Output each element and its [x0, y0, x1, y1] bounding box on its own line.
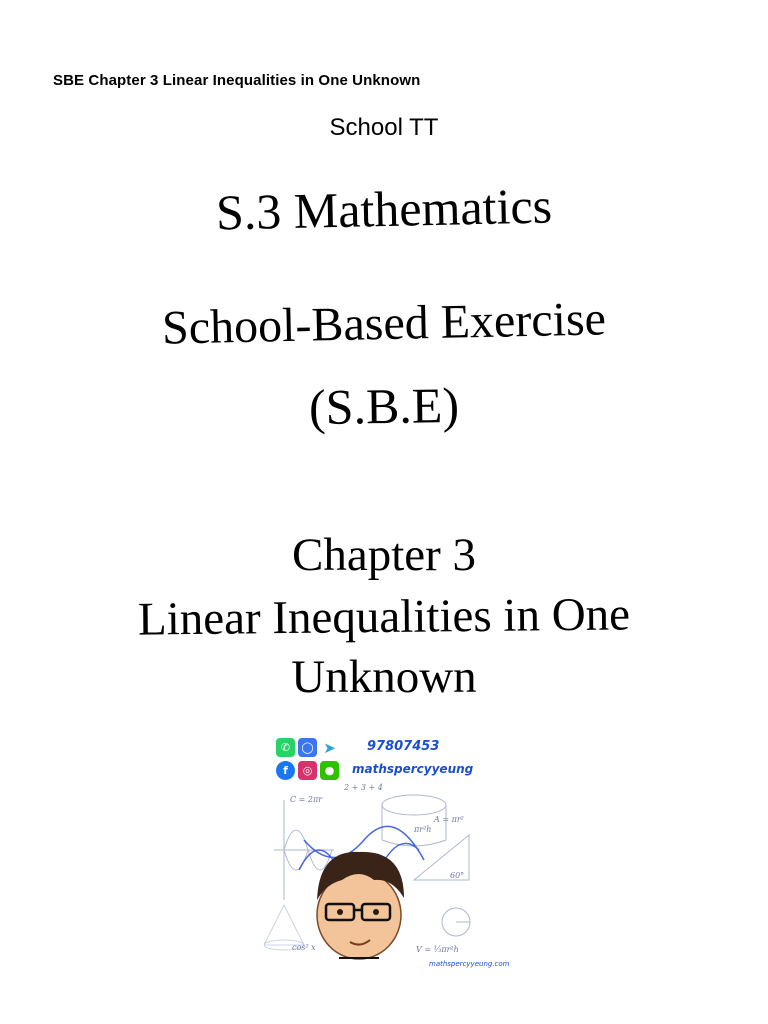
whatsapp-icon: ✆	[276, 738, 295, 757]
social-icons-row-2	[276, 761, 339, 780]
exercise-title: School-Based Exercise	[161, 292, 607, 355]
running-header: SBE Chapter 3 Linear Inequalities in One Unknown	[53, 72, 421, 89]
instagram-icon: ◎	[298, 761, 317, 780]
school-name: School TT	[329, 114, 439, 141]
chapter-number: Chapter 3	[291, 529, 477, 581]
formula-series: 2 + 3 + 4	[344, 783, 383, 792]
website-url: mathspercyyeung.com	[429, 960, 510, 968]
exercise-abbreviation: (S.B.E)	[308, 376, 460, 436]
facebook-icon: f	[276, 761, 295, 780]
social-icons-row-1	[276, 738, 339, 757]
formula-cylinder: πr²h	[414, 825, 432, 834]
author-logo	[264, 732, 526, 976]
formula-cosine: cos² x	[292, 943, 316, 952]
formula-angle: 60°	[450, 871, 465, 880]
chapter-topic-line-1: Linear Inequalities in One	[137, 588, 631, 646]
formula-area: A = πr²	[434, 815, 464, 824]
wechat-icon: ●	[320, 761, 339, 780]
formula-circumference: C = 2πr	[290, 795, 323, 804]
math-cartoon-illustration	[264, 780, 526, 960]
telegram-icon: ➤	[320, 738, 339, 757]
social-handle: mathspercyyeung	[352, 762, 474, 776]
phone-number: 97807453	[367, 739, 440, 754]
formula-cone-volume: V = ⅓πr²h	[416, 945, 459, 954]
signal-icon: ◯	[298, 738, 317, 757]
chapter-topic-line-2: Unknown	[291, 651, 477, 703]
avatar-face	[317, 852, 404, 959]
subject-title: S.3 Mathematics	[215, 177, 553, 241]
